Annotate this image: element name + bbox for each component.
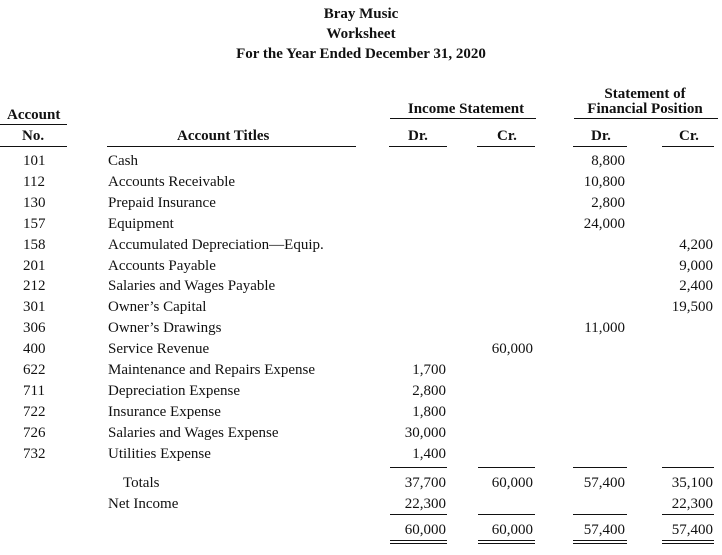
final-rule-sfp-cr xyxy=(662,514,714,515)
account-number: 400 xyxy=(23,341,46,357)
is-cr-amount: 60,000 xyxy=(491,341,533,357)
sfp-cr-amount: 4,200 xyxy=(679,237,713,253)
header-rule-income xyxy=(390,118,536,119)
final-double-rule-is-cr-a xyxy=(478,540,535,541)
account-number: 732 xyxy=(23,446,46,462)
final-sfp-dr: 57,400 xyxy=(583,522,625,538)
sfp-cr-amount: 9,000 xyxy=(679,258,713,274)
account-title: Prepaid Insurance xyxy=(108,195,216,211)
sfp-dr-amount: 11,000 xyxy=(584,320,625,336)
totals-rule-sfp-dr xyxy=(573,467,627,468)
is-dr-amount: 30,000 xyxy=(404,425,446,441)
header-sfp-line1: Statement of xyxy=(604,86,686,102)
header-underline-is-cr xyxy=(477,146,535,147)
header-is-cr: Cr. xyxy=(497,128,517,144)
header-underline-sfp-cr xyxy=(662,146,714,147)
sfp-cr-amount: 19,500 xyxy=(671,299,713,315)
header-sfp-cr: Cr. xyxy=(679,128,699,144)
header-underline-titles xyxy=(107,146,356,147)
totals-rule-is-dr xyxy=(390,467,447,468)
account-number: 622 xyxy=(23,362,46,378)
document-title: Worksheet xyxy=(326,26,396,42)
account-title: Depreciation Expense xyxy=(108,383,241,399)
totals-is-cr: 60,000 xyxy=(491,475,533,491)
account-number: 101 xyxy=(23,153,46,169)
account-number: 157 xyxy=(23,216,46,232)
totals-label: Totals xyxy=(123,475,160,491)
account-number: 158 xyxy=(23,237,46,253)
header-underline-is-dr xyxy=(389,146,447,147)
account-title: Salaries and Wages Payable xyxy=(108,278,276,294)
final-rule-is-dr xyxy=(390,514,447,515)
period-title: For the Year Ended December 31, 2020 xyxy=(236,46,486,62)
header-account: Account xyxy=(7,107,61,123)
account-number: 726 xyxy=(23,425,46,441)
account-number: 201 xyxy=(23,258,46,274)
account-title: Accounts Receivable xyxy=(108,174,236,190)
header-sfp-dr: Dr. xyxy=(591,128,611,144)
final-rule-sfp-dr xyxy=(573,514,627,515)
sfp-dr-amount: 10,800 xyxy=(583,174,625,190)
account-title: Equipment xyxy=(108,216,174,232)
header-underline-no xyxy=(0,146,67,147)
totals-sfp-dr: 57,400 xyxy=(583,475,625,491)
header-account-no: No. xyxy=(22,128,45,144)
account-number: 722 xyxy=(23,404,46,420)
is-dr-amount: 1,400 xyxy=(412,446,446,462)
final-double-rule-is-cr-b xyxy=(478,543,535,544)
final-rule-is-cr xyxy=(478,514,535,515)
account-number: 711 xyxy=(23,383,45,399)
net-income-label: Net Income xyxy=(108,496,179,512)
account-title: Owner’s Drawings xyxy=(108,320,222,336)
header-income-statement: Income Statement xyxy=(407,101,525,117)
totals-rule-sfp-cr xyxy=(662,467,714,468)
account-title: Accumulated Depreciation—Equip. xyxy=(108,237,324,253)
header-account-titles: Account Titles xyxy=(177,128,270,144)
account-title: Service Revenue xyxy=(108,341,210,357)
account-number: 301 xyxy=(23,299,46,315)
account-title: Salaries and Wages Expense xyxy=(108,425,279,441)
sfp-dr-amount: 8,800 xyxy=(591,153,625,169)
final-double-rule-sfp-dr-a xyxy=(573,540,627,541)
header-underline-sfp-dr xyxy=(573,146,627,147)
account-title: Maintenance and Repairs Expense xyxy=(108,362,316,378)
final-is-dr: 60,000 xyxy=(404,522,446,538)
totals-is-dr: 37,700 xyxy=(404,475,446,491)
is-dr-amount: 1,700 xyxy=(412,362,446,378)
final-sfp-cr: 57,400 xyxy=(671,522,713,538)
final-double-rule-sfp-cr-b xyxy=(662,543,714,544)
account-title: Accounts Payable xyxy=(108,258,216,274)
is-dr-amount: 1,800 xyxy=(412,404,446,420)
final-double-rule-is-dr-b xyxy=(390,543,447,544)
account-number: 212 xyxy=(23,278,46,294)
account-number: 306 xyxy=(23,320,46,336)
account-title: Utilities Expense xyxy=(108,446,211,462)
sfp-dr-amount: 2,800 xyxy=(591,195,625,211)
net-income-sfp-cr: 22,300 xyxy=(671,496,713,512)
final-is-cr: 60,000 xyxy=(491,522,533,538)
account-title: Owner’s Capital xyxy=(108,299,207,315)
account-title: Insurance Expense xyxy=(108,404,221,420)
sfp-cr-amount: 2,400 xyxy=(679,278,713,294)
account-number: 130 xyxy=(23,195,46,211)
final-double-rule-sfp-dr-b xyxy=(573,543,627,544)
header-rule-account xyxy=(0,124,67,125)
account-number: 112 xyxy=(23,174,45,190)
totals-rule-is-cr xyxy=(478,467,535,468)
account-title: Cash xyxy=(108,153,138,169)
final-double-rule-sfp-cr-a xyxy=(662,540,714,541)
header-sfp-line2: Financial Position xyxy=(587,101,703,117)
final-double-rule-is-dr-a xyxy=(390,540,447,541)
header-rule-sfp xyxy=(574,118,718,119)
is-dr-amount: 2,800 xyxy=(412,383,446,399)
header-is-dr: Dr. xyxy=(408,128,428,144)
company-name: Bray Music xyxy=(323,6,399,22)
net-income-is-dr: 22,300 xyxy=(404,496,446,512)
totals-sfp-cr: 35,100 xyxy=(671,475,713,491)
sfp-dr-amount: 24,000 xyxy=(583,216,625,232)
